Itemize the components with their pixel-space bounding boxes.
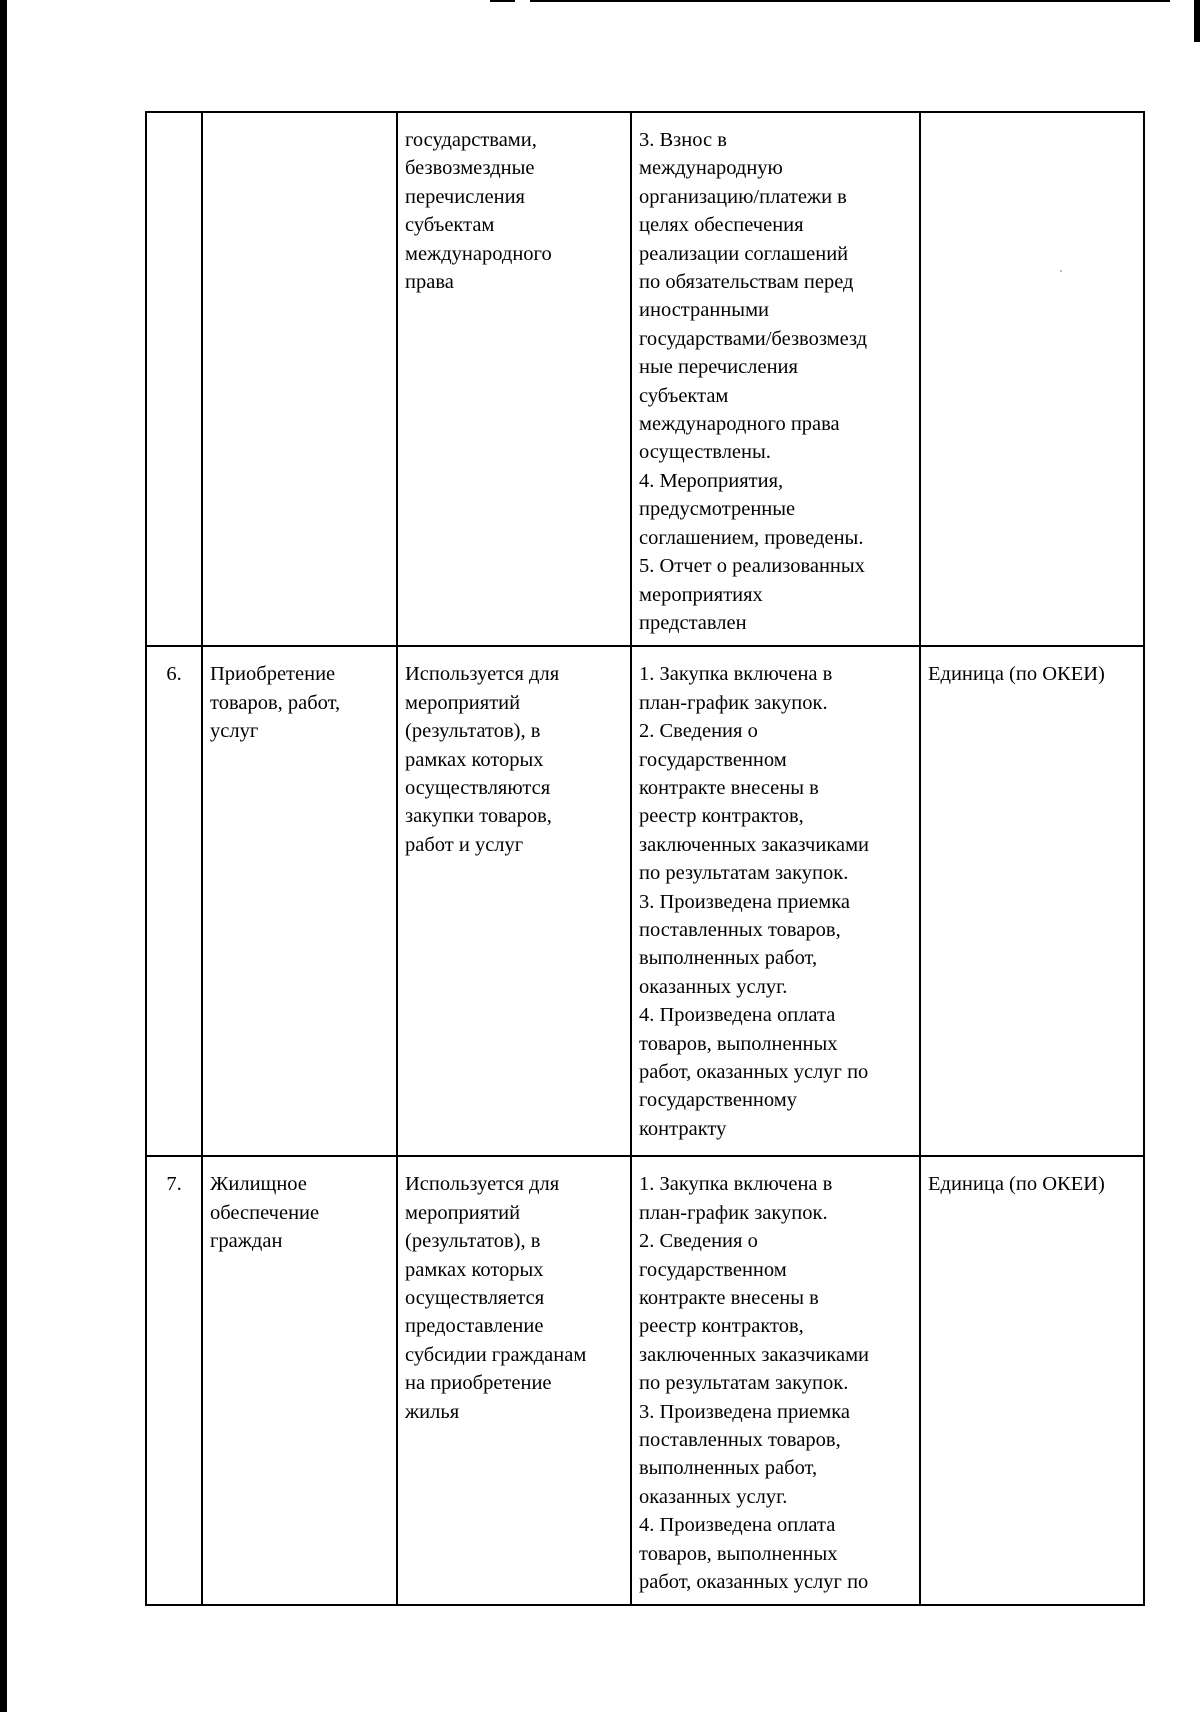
text-line: государственному: [639, 1089, 797, 1112]
text-line: рамках которых: [405, 1258, 544, 1281]
text-line: граждан: [210, 1230, 283, 1253]
text-line: заключенных заказчиками: [639, 833, 870, 856]
text-line: заключенных заказчиками: [639, 1343, 870, 1366]
text-line: ные перечисления: [639, 356, 798, 379]
result-criteria: [631, 1156, 920, 1605]
text-line: 1. Закупка включена в: [639, 663, 833, 686]
text-line: государственном: [639, 1258, 787, 1281]
table-row: [146, 1156, 1144, 1605]
text-line: работ, оказанных услуг по: [639, 1571, 869, 1593]
text-line: субъектам: [405, 214, 495, 237]
text-line: представлен: [639, 611, 747, 634]
measure-unit: [920, 112, 1144, 646]
text-line: государствами,: [405, 129, 537, 151]
row-number: 6.: [146, 646, 202, 1156]
table-row: [146, 646, 1144, 1156]
text-line: соглашением, проведены.: [639, 526, 864, 549]
text-line: 4. Произведена оплата: [639, 1514, 836, 1537]
usage-description: [397, 646, 631, 1156]
text-line: осуществляется: [405, 1286, 545, 1309]
type-name: [202, 1156, 397, 1605]
text-line: (результатов), в: [405, 720, 541, 743]
text-line: 3. Взнос в: [639, 129, 727, 151]
result-criteria: [631, 646, 920, 1156]
text-line: субъектам: [639, 384, 729, 407]
text-line: международную: [639, 157, 783, 180]
text-line: реестр контрактов,: [639, 805, 804, 828]
text-line: (результатов), в: [405, 1230, 541, 1253]
text-line: государствами/безвозмезд: [639, 327, 868, 350]
text-line: 3. Произведена приемка: [639, 1400, 850, 1423]
measure-unit: Единица (по ОКЕИ): [920, 646, 1144, 1156]
usage-description: [397, 1156, 631, 1605]
text-line: 1. Закупка включена в: [639, 1173, 833, 1196]
text-line: по результатам закупок.: [639, 862, 849, 885]
text-line: план-график закупок.: [639, 1201, 828, 1224]
text-line: работ и услуг: [405, 833, 524, 856]
text-line: осуществляются: [405, 776, 551, 799]
text-line: 5. Отчет о реализованных: [639, 555, 865, 578]
text-line: 2. Сведения о: [639, 720, 758, 743]
text-line: выполненных работ,: [639, 1457, 818, 1480]
text-line: Используется для: [405, 663, 560, 686]
text-line: на приобретение: [405, 1372, 552, 1395]
text-line: мероприятий: [405, 691, 521, 714]
text-line: предусмотренные: [639, 498, 796, 521]
text-line: контракте внесены в: [639, 776, 819, 799]
text-line: жилья: [405, 1400, 460, 1423]
text-line: выполненных работ,: [639, 947, 818, 970]
result-criteria: [631, 112, 920, 646]
text-line: рамках которых: [405, 748, 544, 771]
text-line: поставленных товаров,: [639, 1428, 841, 1451]
text-line: международного: [405, 242, 552, 265]
text-line: оказанных услуг.: [639, 1485, 788, 1508]
text-line: предоставление: [405, 1315, 544, 1338]
scan-top-mark: [490, 0, 515, 2]
text-line: контракту: [639, 1117, 727, 1140]
measure-unit: Единица (по ОКЕИ): [920, 1156, 1144, 1605]
text-line: работ, оказанных услуг по: [639, 1061, 869, 1083]
text-line: права: [405, 271, 454, 294]
row-number: [146, 112, 202, 646]
text-line: международного права: [639, 413, 840, 436]
text-line: реестр контрактов,: [639, 1315, 804, 1338]
text-line: закупки товаров,: [405, 805, 552, 828]
row-number: 7.: [146, 1156, 202, 1605]
text-line: услуг: [210, 720, 259, 743]
scan-right-edge: [1194, 0, 1200, 42]
text-line: субсидии гражданам: [405, 1343, 587, 1366]
text-line: по обязательствам перед: [639, 271, 854, 294]
text-line: 3. Произведена приемка: [639, 890, 850, 913]
text-line: контракте внесены в: [639, 1286, 819, 1309]
scan-left-edge: [0, 0, 7, 1712]
text-line: Используется для: [405, 1173, 560, 1196]
text-line: по результатам закупок.: [639, 1372, 849, 1395]
text-line: мероприятий: [405, 1201, 521, 1224]
text-line: 2. Сведения о: [639, 1230, 758, 1253]
text-line: 4. Произведена оплата: [639, 1004, 836, 1027]
text-line: товаров, работ,: [210, 691, 341, 714]
text-line: план-график закупок.: [639, 691, 828, 714]
text-line: товаров, выполненных: [639, 1032, 838, 1055]
results-table: [145, 111, 1145, 1606]
text-line: организацию/платежи в: [639, 185, 847, 208]
scan-top-line: [530, 0, 1170, 2]
text-line: целях обеспечения: [639, 214, 804, 237]
text-line: товаров, выполненных: [639, 1542, 838, 1565]
text-line: перечисления: [405, 185, 525, 208]
text-line: государственном: [639, 748, 787, 771]
text-line: Жилищное: [210, 1173, 307, 1196]
text-line: Приобретение: [210, 663, 336, 686]
type-name: [202, 112, 397, 646]
text-line: 4. Мероприятия,: [639, 469, 784, 492]
text-line: обеспечение: [210, 1201, 320, 1224]
table-row: [146, 112, 1144, 646]
text-line: мероприятиях: [639, 583, 763, 606]
text-line: иностранными: [639, 299, 770, 322]
text-line: оказанных услуг.: [639, 975, 788, 998]
usage-description: [397, 112, 631, 646]
type-name: [202, 646, 397, 1156]
text-line: осуществлены.: [639, 441, 771, 464]
text-line: поставленных товаров,: [639, 918, 841, 941]
text-line: реализации соглашений: [639, 242, 849, 265]
text-line: безвозмездные: [405, 157, 535, 180]
